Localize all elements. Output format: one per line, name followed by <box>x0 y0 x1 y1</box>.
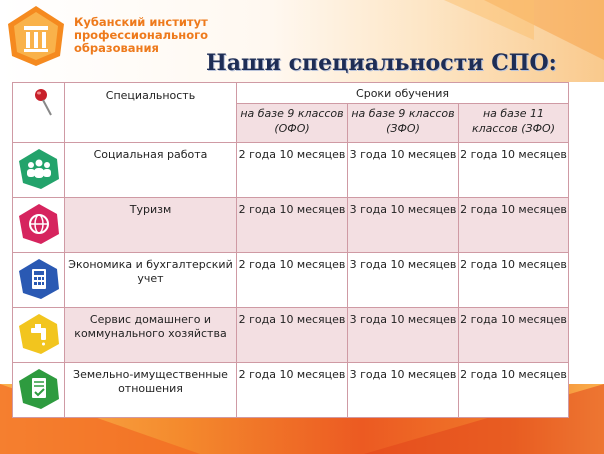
header-specialty: Специальность <box>65 83 237 143</box>
institute-logo-icon <box>4 4 68 68</box>
icon-cell <box>13 143 65 198</box>
header-col-zfo-9: на базе 9 классов (ЗФО) <box>348 104 459 143</box>
specialty-name: Туризм <box>65 198 237 253</box>
duration-cell: 2 года 10 месяцев <box>459 363 569 418</box>
specialty-name: Экономика и бухгалтерский учет <box>65 253 237 308</box>
icon-cell <box>13 253 65 308</box>
specialty-name: Сервис домашнего и коммунального хозяйства <box>65 308 237 363</box>
header-col-zfo-11: на базе 11 классов (ЗФО) <box>459 104 569 143</box>
document-check-icon <box>17 367 61 411</box>
table-row <box>13 143 569 198</box>
duration-cell: 2 года 10 месяцев <box>459 143 569 198</box>
duration-cell: 2 года 10 месяцев <box>237 308 348 363</box>
institute-name <box>74 16 208 55</box>
table-row <box>13 308 569 363</box>
institute-name-line: профессионального <box>74 28 209 42</box>
header-terms: Сроки обучения <box>237 83 569 104</box>
table-row <box>13 198 569 253</box>
table-row <box>13 363 569 418</box>
duration-cell: 3 года 10 месяцев <box>348 253 459 308</box>
pushpin-icon <box>31 87 55 117</box>
globe-icon <box>17 202 61 246</box>
duration-cell: 2 года 10 месяцев <box>237 143 348 198</box>
duration-cell: 2 года 10 месяцев <box>459 253 569 308</box>
specialty-name: Земельно-имущественные отношения <box>65 363 237 418</box>
decor-triangle <box>444 0 534 40</box>
icon-cell <box>13 198 65 253</box>
icon-cell <box>13 363 65 418</box>
icon-cell <box>13 308 65 363</box>
duration-cell: 3 года 10 месяцев <box>348 198 459 253</box>
institute-name-line: образования <box>74 41 159 55</box>
specialties-table <box>12 82 569 418</box>
institute-name-line: Кубанский институт <box>74 15 208 29</box>
faucet-icon <box>17 312 61 356</box>
pin-cell <box>13 83 65 143</box>
page-title: Наши специальности СПО: <box>206 50 557 76</box>
people-icon <box>17 147 61 191</box>
duration-cell: 2 года 10 месяцев <box>237 253 348 308</box>
calculator-icon <box>17 257 61 301</box>
table-row <box>13 253 569 308</box>
specialty-name: Социальная работа <box>65 143 237 198</box>
duration-cell: 3 года 10 месяцев <box>348 143 459 198</box>
duration-cell: 2 года 10 месяцев <box>237 198 348 253</box>
duration-cell: 2 года 10 месяцев <box>237 363 348 418</box>
duration-cell: 2 года 10 месяцев <box>459 308 569 363</box>
duration-cell: 3 года 10 месяцев <box>348 363 459 418</box>
duration-cell: 3 года 10 месяцев <box>348 308 459 363</box>
duration-cell: 2 года 10 месяцев <box>459 198 569 253</box>
header-col-ofo-9: на базе 9 классов (ОФО) <box>237 104 348 143</box>
